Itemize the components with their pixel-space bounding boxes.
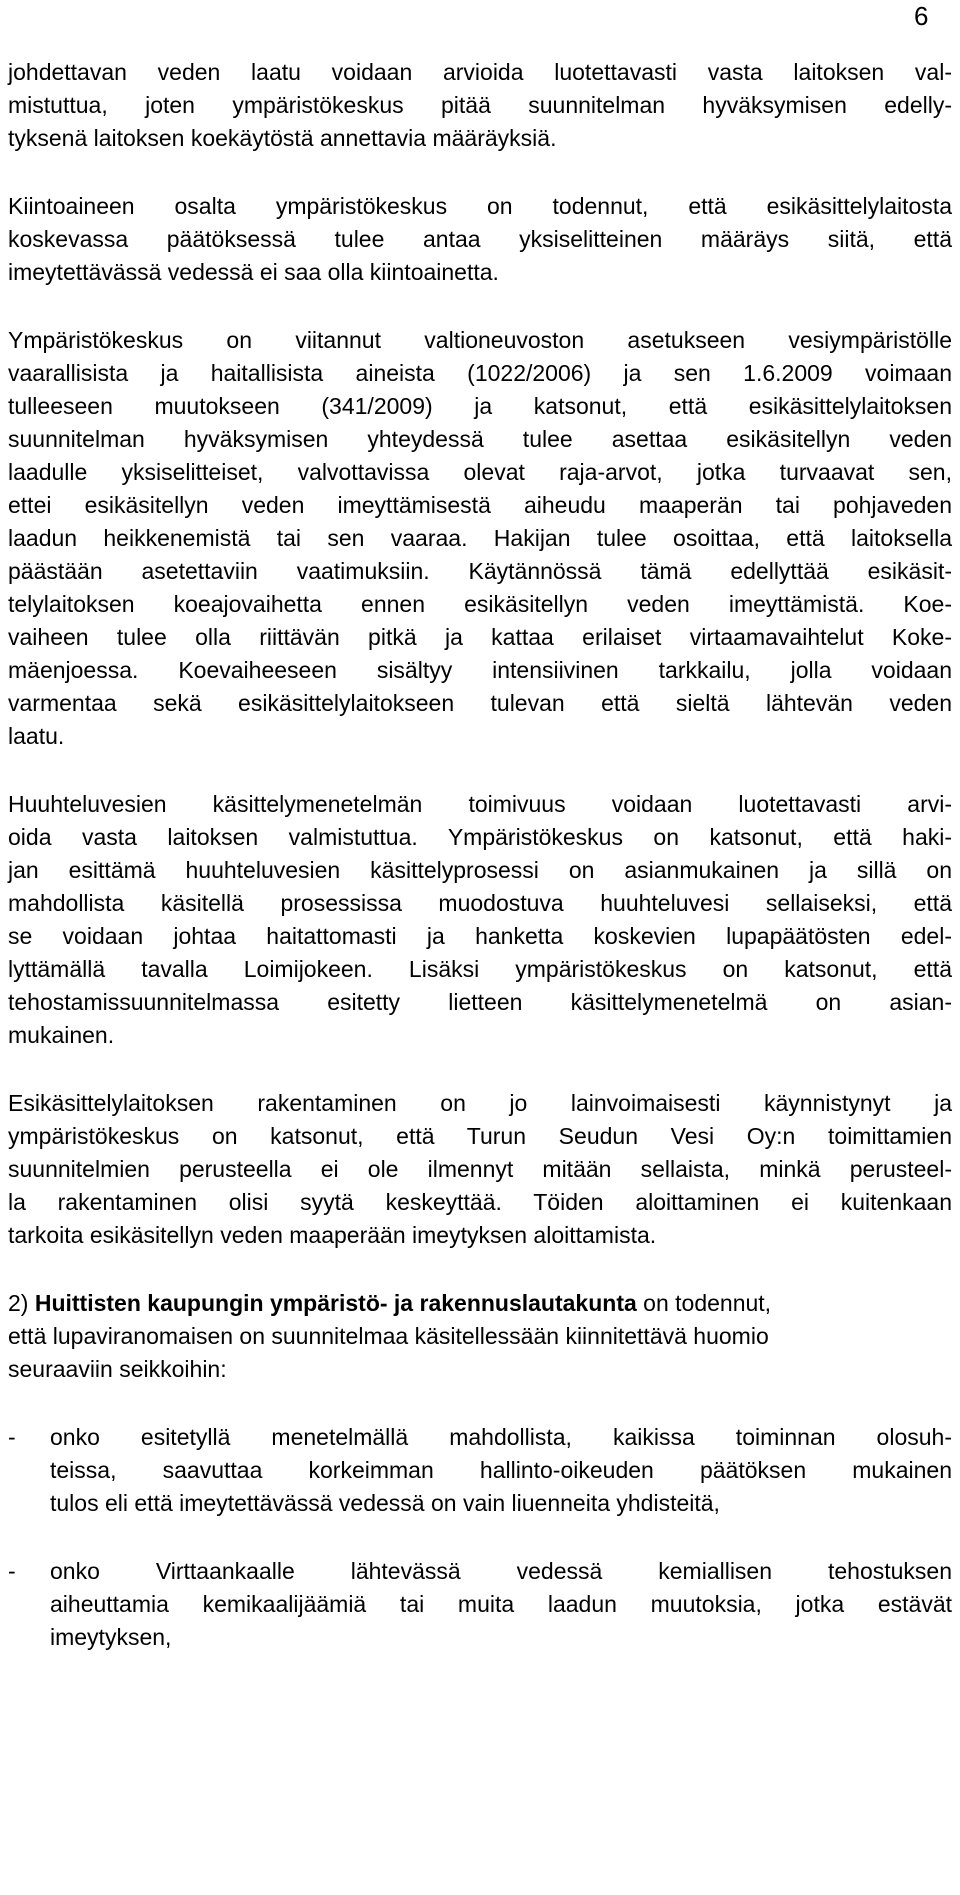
list-item — [8, 1555, 952, 1654]
text-line: mäenjoessa. Koevaiheeseen sisältyy intensiivinen tarkkailu, jolla voidaan — [8, 657, 952, 683]
text-line: laadulle yksiselitteiset, valvottavissa olevat raja-arvot, jotka turvaavat sen, — [8, 459, 952, 485]
page-number: 6 — [914, 1, 929, 31]
text-line: mistuttua, joten ympäristökeskus pitää suunnitelman hyväksymisen edelly- — [8, 92, 952, 118]
text-line: mahdollista käsitellä prosessissa muodostuva huuhteluvesi sellaiseksi, että — [8, 890, 952, 916]
text-line: imeytyksen, — [50, 1624, 172, 1650]
text-fragment: on todennut, — [636, 1290, 772, 1316]
document-body — [8, 56, 952, 1689]
text-line: tehostamissuunnitelmassa esitetty lietteen käsittelymenetelmä on asian- — [8, 989, 952, 1015]
text-line — [8, 1287, 952, 1320]
text-line: la rakentaminen olisi syytä keskeyttää. Töiden aloittaminen ei kuitenkaan — [8, 1189, 952, 1215]
text-line: päästään asetettaviin vaatimuksiin. Käytännössä tämä edellyttää esikäsit- — [8, 558, 952, 584]
section-number: 2) — [8, 1290, 35, 1316]
text-line: suunnitelmien perusteella ei ole ilmennyt mitään sellaista, minkä perusteel- — [8, 1156, 952, 1182]
text-line: tarkoita esikäsitellyn veden maaperään imeytyksen aloittamista. — [8, 1222, 657, 1248]
text-line: onko esitetyllä menetelmällä mahdollista, kaikissa toiminnan olosuh- — [50, 1424, 952, 1450]
text-line: että lupaviranomaisen on suunnitelmaa käsitellessään kiinnitettävä huomio — [8, 1323, 769, 1349]
text-line: imeytettävässä vedessä ei saa olla kiintoainetta. — [8, 259, 499, 285]
text-line: onko Virttaankaalle lähtevässä vedessä kemiallisen tehostuksen — [50, 1558, 952, 1584]
paragraph-2 — [8, 190, 952, 289]
text-line: tulos eli että imeytettävässä vedessä on vain liuenneita yhdisteitä, — [50, 1490, 720, 1516]
text-line: suunnitelman hyväksymisen yhteydessä tulee asettaa esikäsitellyn veden — [8, 426, 952, 452]
text-line: oida vasta laitoksen valmistuttua. Ympäristökeskus on katsonut, että haki- — [8, 824, 952, 850]
list-dash: - — [8, 1558, 16, 1584]
text-line: varmentaa sekä esikäsittelylaitokseen tulevan että sieltä lähtevän veden — [8, 690, 952, 716]
list-dash: - — [8, 1424, 16, 1450]
text-line: laatu. — [8, 723, 65, 749]
text-line: vaiheen tulee olla riittävän pitkä ja kattaa erilaiset virtaamavaihtelut Koke- — [8, 624, 952, 650]
paragraph-3 — [8, 324, 952, 753]
text-line: seuraaviin seikkoihin: — [8, 1356, 227, 1382]
paragraph-1 — [8, 56, 952, 155]
text-line: telylaitoksen koeajovaihetta ennen esikäsitellyn veden imeyttämistä. Koe- — [8, 591, 952, 617]
concerns-list — [8, 1421, 952, 1654]
text-line: aiheuttamia kemikaalijäämiä tai muita laadun muutoksia, jotka estävät — [50, 1591, 952, 1617]
text-line: Esikäsittelylaitoksen rakentaminen on jo lainvoimaisesti käynnistynyt ja — [8, 1090, 952, 1116]
text-line: mukainen. — [8, 1022, 115, 1048]
text-line: vaarallisista ja haitallisista aineista (1022/2006) ja sen 1.6.2009 voimaan — [8, 360, 952, 386]
list-item — [8, 1421, 952, 1520]
text-line: Ympäristökeskus on viitannut valtioneuvoston asetukseen vesiympäristölle — [8, 327, 952, 353]
text-line: koskevassa päätöksessä tulee antaa yksiselitteinen määräys siitä, että — [8, 226, 952, 252]
paragraph-5 — [8, 1087, 952, 1252]
text-line: ettei esikäsitellyn veden imeyttämisestä aiheudu maaperän tai pohjaveden — [8, 492, 952, 518]
text-line: teissa, saavuttaa korkeimman hallinto-oikeuden päätöksen mukainen — [50, 1457, 952, 1483]
text-line: johdettavan veden laatu voidaan arvioida luotettavasti vasta laitoksen val- — [8, 59, 952, 85]
text-line: lyttämällä tavalla Loimijokeen. Lisäksi ympäristökeskus on katsonut, että — [8, 956, 952, 982]
text-line: ympäristökeskus on katsonut, että Turun Seudun Vesi Oy:n toimittamien — [8, 1123, 952, 1149]
authority-name: Huittisten kaupungin ympäristö- ja rakennuslautakunta — [34, 1290, 637, 1316]
text-line: se voidaan johtaa haitattomasti ja hanketta koskevien lupapäätösten edel- — [8, 923, 952, 949]
paragraph-4 — [8, 788, 952, 1052]
text-line: Kiintoaineen osalta ympäristökeskus on todennut, että esikäsittelylaitosta — [8, 193, 952, 219]
section-2-intro — [8, 1287, 952, 1386]
text-line: tulleeseen muutokseen (341/2009) ja katsonut, että esikäsittelylaitoksen — [8, 393, 952, 419]
text-line: Huuhteluvesien käsittelymenetelmän toimivuus voidaan luotettavasti arvi- — [8, 791, 952, 817]
text-line: laadun heikkenemistä tai sen vaaraa. Hakijan tulee osoittaa, että laitoksella — [8, 525, 952, 551]
text-line: tyksenä laitoksen koekäytöstä annettavia määräyksiä. — [8, 125, 557, 151]
text-line: jan esittämä huuhteluvesien käsittelyprosessi on asianmukainen ja sillä on — [8, 857, 952, 883]
